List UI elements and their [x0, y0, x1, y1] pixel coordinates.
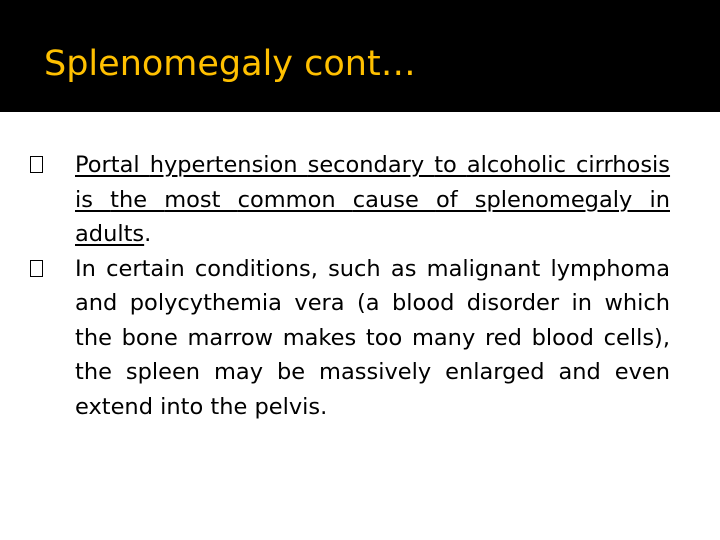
- text-segment: Portal: [75, 152, 150, 178]
- bullet-box-icon: [30, 260, 43, 277]
- title-band: [0, 0, 720, 112]
- text-segment: cause: [352, 186, 436, 213]
- text-segment: is: [75, 186, 111, 213]
- text-segment: secondary: [307, 152, 435, 178]
- text-segment: common: [237, 186, 353, 213]
- bullet-item-1: [30, 148, 670, 252]
- text-segment: the: [110, 186, 165, 213]
- bullet-item-2: [30, 252, 670, 425]
- bullet-box-icon: [30, 156, 43, 173]
- slide-title: Splenomegaly cont…: [44, 44, 416, 84]
- text-segment: In certain conditions, such as malignant lymphoma and polycythemia vera (a blood disorder in which the bone marrow makes too many red blood cells), the spleen may be massively enlarged and even extend into the pelvis.: [75, 255, 670, 420]
- text-segment: hypertension: [149, 152, 308, 178]
- slide-body: [30, 148, 670, 424]
- text-segment: most: [164, 186, 238, 213]
- text-segment: of splenomegaly in adults: [75, 186, 670, 247]
- text-segment: alcoholic cirrhosis: [466, 152, 671, 178]
- text-segment: .: [144, 221, 152, 247]
- text-segment: to: [434, 152, 467, 178]
